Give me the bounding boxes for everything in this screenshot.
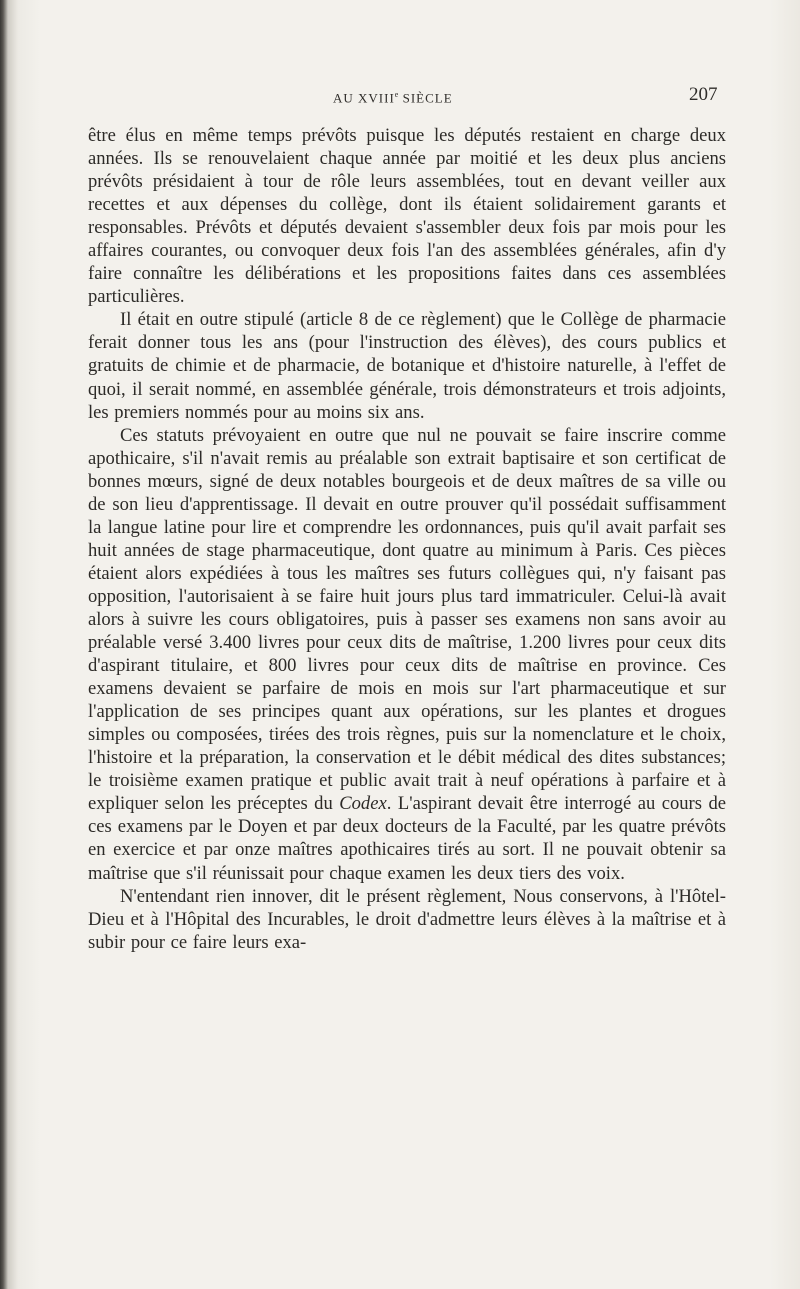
paragraph-3-part-2: . L'aspirant devait être interrogé au cours de ces examens par le Doyen et par deux docteurs de la Faculté, par les quatre prévôts en exercice et par onze maîtres apothicaires tirés au sort. Il ne pouvait obtenir sa maîtrise que s'il réunissait pour chaque examen les deux tiers des voix. (88, 793, 726, 884)
paragraph-3 (88, 424, 726, 885)
century-superscript: e (394, 90, 399, 99)
running-title: AU XVIIIe SIÈCLE (333, 90, 453, 106)
paragraph-1: être élus en même temps prévôts puisque les députés restaient en charge deux années. Ils se renouvelaient chaque année par moitié et les deux plus anciens prévôts présidaient à tour de rôle leurs assemblées, tout en devant veiller aux recettes et aux dépenses du collège, dont ils étaient solidairement garants et responsables. Prévôts et députés devaient s'assembler deux fois par mois pour les affaires courantes, ou convoquer deux fois l'an des assemblées générales, afin d'y faire connaître les délibérations et les propositions faites dans ces assemblées particulières. (88, 125, 726, 308)
paragraph-4: N'entendant rien innover, dit le présent règlement, Nous conservons, à l'Hôtel-Dieu et à l'Hôpital des Incurables, le droit d'admettre leurs élèves à la maîtrise et à subir pour ce faire leurs exa- (88, 885, 726, 953)
page-number: 207 (689, 84, 718, 105)
running-head (0, 84, 800, 112)
codex-title: Codex (339, 793, 387, 815)
paragraph-3-part-1: Ces statuts prévoyaient en outre que nul ne pouvait se faire inscrire comme apothicaire, s'il n'avait remis au préalable son extrait baptisaire et son certificat de bonnes mœurs, signé de deux notables bourgeois et de deux maîtres de sa ville ou de son lieu d'apprentissage. Il devait en outre prouver qu'il possédait suffisamment la langue latine pour lire et comprendre les ordonnances, puis qu'il avait parfait ses huit années de stage pharmaceutique, dont quatre au minimum à Paris. Ces pièces étaient alors expédiées à tous les maîtres ses futurs collègues qui, n'y faisant pas opposition, l'autorisaient à se faire huit jours plus tard immatriculer. Celui-là avait alors à suivre les cours obligatoires, puis à passer ses examens non sans avoir au préalable versé 3.400 livres pour ceux dits de maîtrise, 1.200 livres pour ceux dits d'aspirant titulaire, et 800 livres pour ceux dits de maîtrise en province. Ces examens devaient se parfaire de mois en mois sur l'art pharmaceutique et sur l'application de ses principes quant aux opérations, sur les plantes et drogues simples ou composées, tirées des trois règnes, puis sur la nomenclature et le choix, l'histoire et la préparation, la conservation et le débit médical des dites substances; le troisième examen pratique et public avait trait à neuf opérations à parfaire et à expliquer selon les préceptes du (88, 424, 726, 815)
body-text (88, 124, 726, 954)
paragraph-2: Il était en outre stipulé (article 8 de ce règlement) que le Collège de pharmacie ferait donner tous les ans (pour l'instruction des élèves), des cours publics et gratuits de chimie et de pharmacie, de botanique et d'histoire naturelle, à l'effet de quoi, il serait nommé, en assemblée générale, trois démonstrateurs et trois adjoints, les premiers nommés pour au moins six ans. (88, 309, 726, 423)
